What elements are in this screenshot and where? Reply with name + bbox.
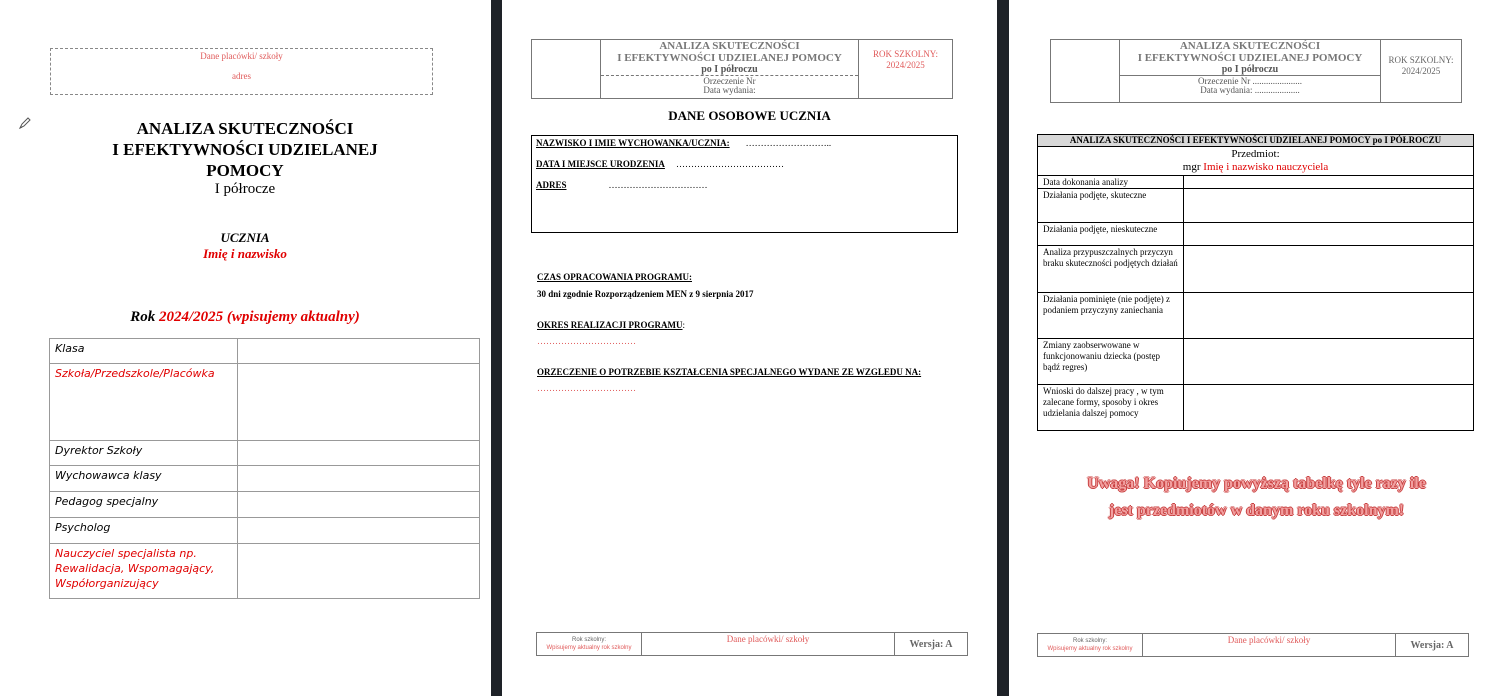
table-title: ANALIZA SKUTECZNOŚCI I EFEKTYWNOŚCI UDZIELANEJ POMOCY po I PÓŁROCZU xyxy=(1038,135,1474,147)
row-label: Wychowawca klasy xyxy=(50,466,238,492)
row-label: Dyrektor Szkoły xyxy=(50,441,238,466)
page-footer xyxy=(1037,633,1469,657)
field-dots: …………………………… xyxy=(608,180,708,190)
table-row xyxy=(1038,176,1474,189)
header-sub: po I półroczu xyxy=(1221,64,1279,75)
table-row xyxy=(50,492,480,518)
document-subtitle: I półrocze xyxy=(214,181,276,197)
staff-table xyxy=(49,338,480,599)
row-value[interactable] xyxy=(238,492,480,518)
footer-year-label: Rok szkolny: xyxy=(571,637,606,643)
header-box xyxy=(50,48,433,95)
header-school-data: Dane placówki/ szkoły xyxy=(200,51,283,61)
row-value[interactable] xyxy=(1184,246,1474,293)
czas-text: 30 dni zgodnie Rozporządzeniem MEN z 9 sierpnia 2017 xyxy=(537,289,754,299)
title-line-3: POMOCY xyxy=(206,161,284,180)
row-value[interactable] xyxy=(1184,176,1474,189)
header-year-value: 2024/2025 xyxy=(1401,66,1441,76)
table-title-row xyxy=(1038,135,1474,147)
teacher-line xyxy=(1043,161,1468,174)
row-label: Data dokonania analizy xyxy=(1038,176,1184,189)
pen-icon xyxy=(18,116,32,130)
table-row xyxy=(1038,246,1474,293)
page-header xyxy=(531,39,953,99)
field-label: ADRES xyxy=(536,180,567,190)
row-value[interactable] xyxy=(238,339,480,364)
table-row xyxy=(50,544,480,599)
header-title-cell xyxy=(601,40,859,99)
header-meta xyxy=(1120,75,1380,95)
document-title xyxy=(60,118,430,181)
table-row xyxy=(50,441,480,466)
year-value: 2024/2025 (wpisujemy aktualny) xyxy=(158,309,360,325)
okres-dots: …………………………… xyxy=(537,336,636,346)
table-row xyxy=(1038,223,1474,246)
row-value[interactable] xyxy=(238,364,480,441)
field-name xyxy=(536,138,831,148)
field-address xyxy=(536,180,708,190)
table-row xyxy=(50,339,480,364)
header-address: adres xyxy=(232,71,251,81)
header-orzeczenie: Orzeczenie Nr xyxy=(703,76,756,86)
field-label: DATA I MIEJSCE URODZENIA xyxy=(536,159,665,169)
header-title-cell xyxy=(1120,40,1381,103)
header-meta xyxy=(601,75,858,95)
footer-placowka: Dane placówki/ szkoły xyxy=(1143,634,1396,657)
header-year-value: 2024/2025 xyxy=(886,60,925,70)
student-label: UCZNIA xyxy=(220,230,270,245)
analysis-table xyxy=(1037,134,1474,431)
okres-block xyxy=(537,320,685,330)
footer-year-label: Rok szkolny: xyxy=(1072,638,1107,644)
row-value[interactable] xyxy=(1184,385,1474,431)
year-label: Rok xyxy=(130,309,159,325)
header-title-1: ANALIZA SKUTECZNOŚCI xyxy=(1179,40,1321,52)
row-label: Działania pominięte (nie podjęte) z podaniem przyczyny zaniechania xyxy=(1038,293,1184,339)
subject-row xyxy=(1038,147,1474,176)
row-value[interactable] xyxy=(1184,189,1474,223)
row-label: Działania podjęte, nieskuteczne xyxy=(1038,223,1184,246)
footer-year-cell xyxy=(1038,634,1143,657)
header-logo-cell xyxy=(1051,40,1120,103)
field-label: NAZWISKO I IMIE WYCHOWANKA/UCZNIA: xyxy=(536,138,730,148)
header-title-2: I EFEKTYWNOŚCI UDZIELANEJ POMOCY xyxy=(1137,52,1363,64)
header-year-cell xyxy=(859,40,953,99)
table-row xyxy=(1038,339,1474,385)
footer-version: Wersja: A xyxy=(895,633,968,656)
row-label: Analiza przypuszczalnych przyczyn braku skuteczności podjętych działań xyxy=(1038,246,1184,293)
copy-note-line-1: Uwaga! Kopiujemy powyższą tabelkę tyle razy ile xyxy=(1087,475,1426,492)
row-label: Działania podjęte, skuteczne xyxy=(1038,189,1184,223)
table-row xyxy=(50,518,480,544)
field-dots: ……………………….. xyxy=(745,138,832,148)
orzeczenie-dots: …………………………… xyxy=(537,383,636,393)
orzeczenie-label: ORZECZENIE O POTRZEBIE KSZTAŁCENIA SPECJALNEGO WYDANE ZE WZGLEDU NA: xyxy=(537,367,922,377)
header-data-wydania: Data wydania: xyxy=(703,85,756,95)
row-value[interactable] xyxy=(238,441,480,466)
footer-placowka: Dane placówki/ szkoły xyxy=(642,633,895,656)
section-title: DANE OSOBOWE UCZNIA xyxy=(668,108,831,123)
row-value[interactable] xyxy=(1184,223,1474,246)
page-3 xyxy=(1009,0,1502,696)
header-data-wydania: Data wydania: .................... xyxy=(1200,85,1300,95)
field-dots: ……………………………… xyxy=(675,159,784,169)
footer-year-hint: Wpisujemy aktualny rok szkolny xyxy=(1047,646,1133,652)
header-orzeczenie: Orzeczenie Nr ...................... xyxy=(1198,76,1302,86)
row-value[interactable] xyxy=(1184,293,1474,339)
school-year xyxy=(40,309,450,326)
row-value[interactable] xyxy=(238,518,480,544)
czas-label: CZAS OPRACOWANIA PROGRAMU: xyxy=(537,272,692,282)
table-row xyxy=(1038,293,1474,339)
header-title-2: I EFEKTYWNOŚCI UDZIELANEJ POMOCY xyxy=(617,52,842,64)
row-label: Wnioski do dalszej pracy , w tym zalecane formy, sposoby i okres udzielania dalszej pomocy xyxy=(1038,385,1184,431)
page-1 xyxy=(0,0,491,696)
row-label: Zmiany zaobserwowane w funkcjonowaniu dziecka (postęp bądź regres) xyxy=(1038,339,1184,385)
subject-cell xyxy=(1038,147,1474,176)
header-year-label: ROK SZKOLNY: xyxy=(873,49,938,59)
personal-data-box xyxy=(531,135,958,233)
row-label: Klasa xyxy=(50,339,238,364)
footer-year-cell xyxy=(537,633,642,656)
page-2 xyxy=(502,0,997,696)
okres-label: OKRES REALIZACJI PROGRAMU xyxy=(537,320,683,330)
table-row xyxy=(50,466,480,492)
row-value[interactable] xyxy=(1184,339,1474,385)
title-line-2: I EFEKTYWNOŚCI UDZIELANEJ xyxy=(112,140,378,159)
student-block xyxy=(60,230,430,262)
page-footer xyxy=(536,632,968,656)
table-row xyxy=(1038,385,1474,431)
header-logo-cell xyxy=(532,40,601,99)
field-birth xyxy=(536,159,784,169)
footer-version: Wersja: A xyxy=(1396,634,1469,657)
row-value[interactable] xyxy=(238,544,480,599)
footer-year-hint: Wpisujemy aktualny rok szkolny xyxy=(546,645,632,651)
row-value[interactable] xyxy=(238,466,480,492)
copy-note xyxy=(1034,470,1479,524)
page-header xyxy=(1050,39,1462,103)
header-sub: po I półroczu xyxy=(701,64,758,75)
row-label: Pedagog specjalny xyxy=(50,492,238,518)
teacher-prefix: mgr xyxy=(1182,161,1204,173)
row-label: Szkoła/Przedszkole/Placówka xyxy=(50,364,238,441)
table-row xyxy=(1038,189,1474,223)
student-name: Imię i nazwisko xyxy=(203,246,287,261)
title-line-1: ANALIZA SKUTECZNOŚCI xyxy=(136,119,354,138)
table-row xyxy=(50,364,480,441)
copy-note-line-2: jest przedmiotów w danym roku szkolnym! xyxy=(1108,502,1405,519)
teacher-name: Imię i nazwisko nauczyciela xyxy=(1203,161,1329,173)
header-year-label: ROK SZKOLNY: xyxy=(1388,55,1454,65)
okres-colon: : xyxy=(682,320,686,330)
row-label: Psycholog xyxy=(50,518,238,544)
header-title-1: ANALIZA SKUTECZNOŚCI xyxy=(659,40,800,52)
header-year-cell xyxy=(1381,40,1462,103)
subject-label: Przedmiot: xyxy=(1231,148,1280,160)
row-label: Nauczyciel specjalista np. Rewalidacja, Wspomagający, Współorganizujący xyxy=(50,544,238,599)
